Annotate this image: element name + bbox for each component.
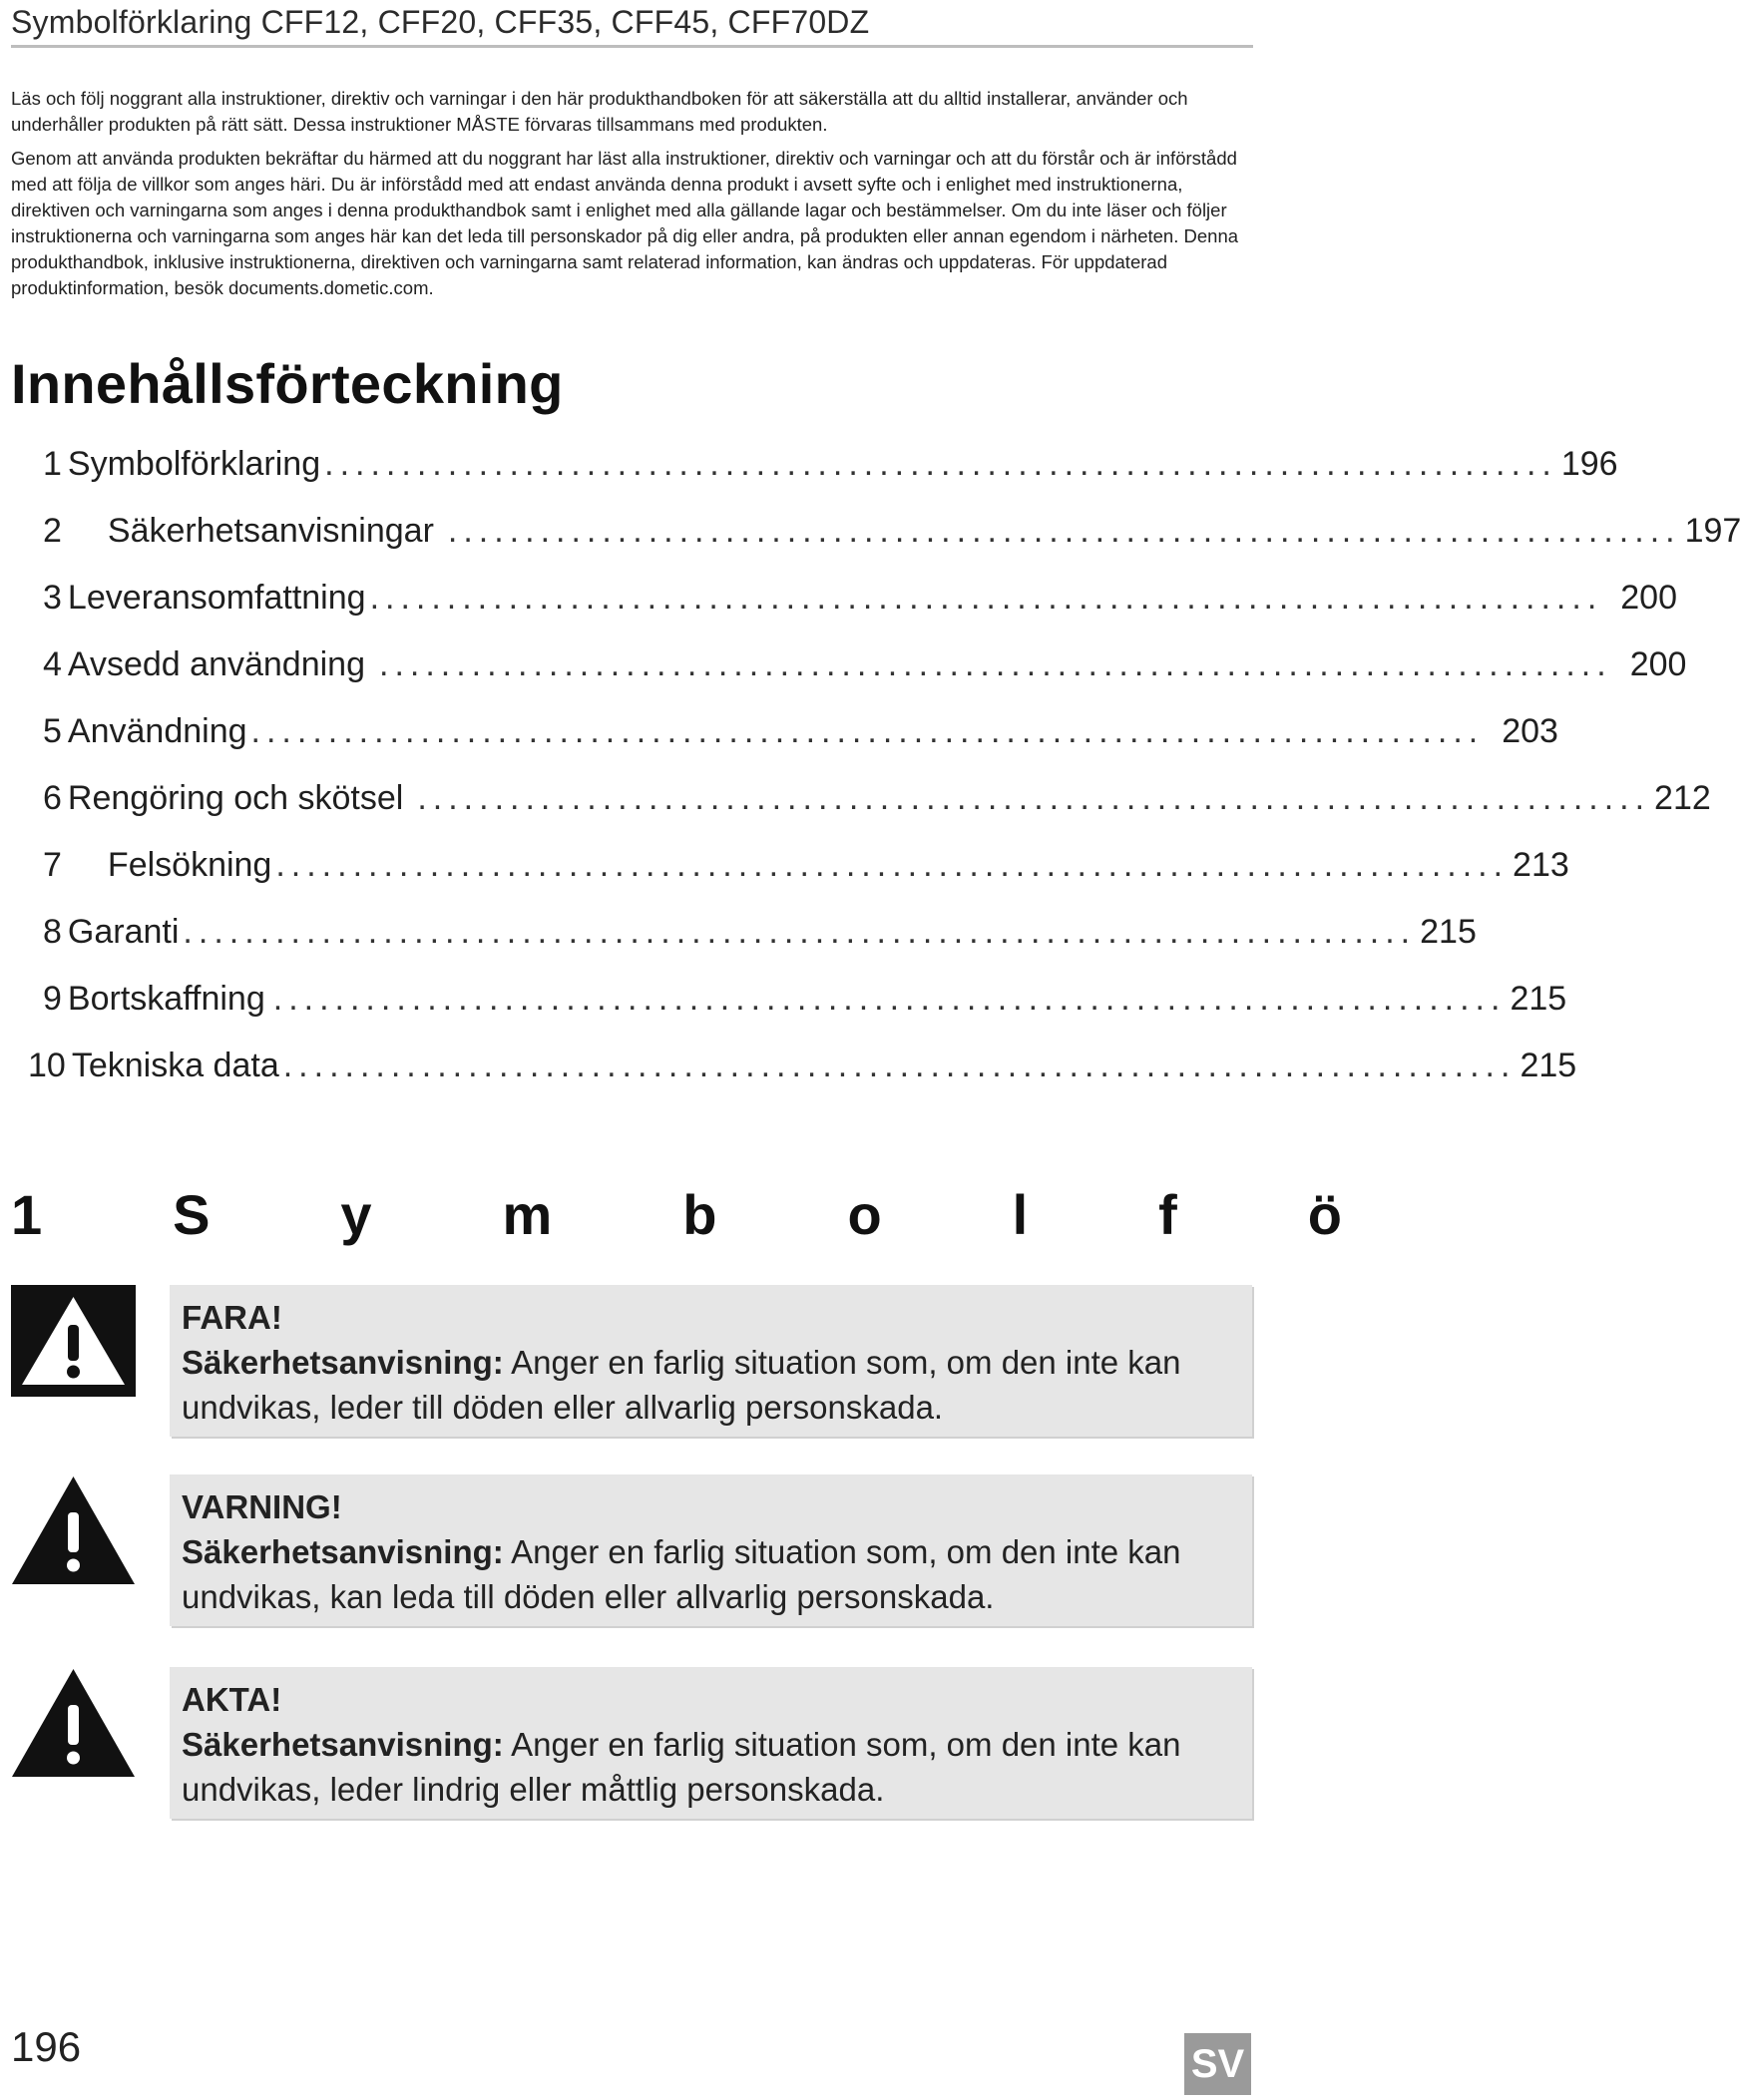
- toc-entry-number: 7: [43, 846, 62, 884]
- toc-entry[interactable]: [43, 846, 1569, 886]
- caution-notice-box: [170, 1667, 1252, 1819]
- toc-entry[interactable]: [43, 980, 1567, 1020]
- section-heading-letter: ö: [1307, 1183, 1342, 1246]
- toc-entry-number: 8: [43, 913, 62, 951]
- toc-entry-page: 197: [1684, 512, 1741, 550]
- toc-entry[interactable]: [28, 1047, 1577, 1086]
- toc-entry-page: 213: [1513, 846, 1569, 884]
- section-heading-letter: l: [1012, 1183, 1029, 1246]
- toc-entry-label: Rengöring och skötsel: [67, 779, 404, 817]
- intro-paragraph-1: Läs och följ noggrant alla instruktioner, direktiv och varningar i den här produkthandboken för att säkerställa att du alltid installerar, använder och underhåller produkten på rätt sätt. Dessa instruktioner MÅSTE förvaras tillsammans med produkten.: [11, 88, 1188, 135]
- toc-entry-label: Bortskaffning: [67, 980, 265, 1018]
- toc-entry-label: Tekniska data: [71, 1047, 279, 1084]
- toc-entry-label: Symbolförklaring: [67, 445, 321, 483]
- toc-entry[interactable]: [43, 779, 1711, 819]
- toc-entry-label: Garanti: [67, 913, 180, 951]
- warning-triangle-icon: [11, 1474, 136, 1586]
- page-number: 196: [11, 2023, 82, 2070]
- toc-entry-label: Felsökning: [107, 846, 272, 884]
- intro-paragraph-2: Genom att använda produkten bekräftar du härmed att du noggrant har läst alla instruktioner, direktiv och varningar och att du förstår och är införstådd med att följa de villkor som anges häri. Du är införstådd med att endast använda denna produkt i avsett syfte och i enlighet med instruktionerna, direktiven och varningarna som anges i denna produkthandbok samt i enlighet med alla gällande lagar och bestämmelser. Om du inte läser och följer instruktionerna och varningarna som anges här kan det leda till personskador på dig eller andra, på produkten eller annan egendom i närheten. Denna produkthandbok, inklusive instruktionerna, direktiven och varningarna samt relaterad information, kan ändras och uppdateras. För uppdaterad produktinformation, besök documents.dometic.com.: [11, 148, 1239, 298]
- toc-leader-dots: ................................................................................: [379, 645, 1612, 683]
- toc-entry-label: Användning: [67, 712, 247, 750]
- toc-entry-page: 212: [1654, 779, 1711, 817]
- notice-title: FARA!: [182, 1299, 282, 1336]
- notice-lead: Säkerhetsanvisning:: [182, 1533, 504, 1570]
- toc-leader-dots: ................................................................................: [369, 579, 1603, 617]
- notice-text: Anger en farlig situation som, om den inte kan undvikas, kan leda till döden eller allvarlig personskada.: [182, 1533, 1181, 1615]
- toc-entry-label: Säkerhetsanvisningar: [107, 512, 434, 550]
- danger-notice-box: [170, 1285, 1252, 1437]
- section-heading-letter: 1: [11, 1183, 43, 1246]
- toc-entry-number: 2: [43, 512, 62, 550]
- toc-entry-page: 215: [1520, 1047, 1577, 1084]
- toc-entry-number: 9: [43, 980, 62, 1018]
- page-header-title: Symbolförklaring CFF12, CFF20, CFF35, CFF45, CFF70DZ: [11, 4, 870, 40]
- toc-entry-number: 1: [43, 445, 62, 483]
- language-badge: SV: [1184, 2033, 1251, 2095]
- notice-lead: Säkerhetsanvisning:: [182, 1726, 504, 1763]
- toc-entry[interactable]: [43, 645, 1687, 685]
- danger-triangle-icon: [11, 1285, 136, 1397]
- notice-title: AKTA!: [182, 1681, 282, 1718]
- warning-notice-box: [170, 1474, 1252, 1626]
- toc-entry-label: Avsedd användning: [67, 645, 365, 683]
- header-divider: [11, 45, 1253, 48]
- toc-entry-number: 4: [43, 645, 62, 683]
- toc-leader-dots: ................................................................................: [417, 779, 1651, 817]
- toc-leader-dots: ................................................................................: [250, 712, 1485, 750]
- toc-entry-page: 215: [1420, 913, 1477, 951]
- notice-title: VARNING!: [182, 1488, 342, 1525]
- toc-entry[interactable]: [43, 512, 1741, 552]
- notice-text: Anger en farlig situation som, om den inte kan undvikas, leder lindrig eller måttlig personskada.: [182, 1726, 1181, 1808]
- toc-entry-page: 215: [1510, 980, 1567, 1018]
- toc-entry[interactable]: [43, 913, 1477, 953]
- toc-entry-number: 3: [43, 579, 62, 617]
- toc-entry[interactable]: [43, 712, 1558, 752]
- toc-entry-label: Leveransomfattning: [67, 579, 366, 617]
- toc-entry-page: 196: [1560, 445, 1618, 483]
- section-heading-letter: f: [1158, 1183, 1177, 1246]
- notice-lead: Säkerhetsanvisning:: [182, 1344, 504, 1381]
- toc-heading: Innehållsförteckning: [11, 352, 564, 415]
- toc-leader-dots: ................................................................................: [324, 445, 1557, 483]
- section-heading-letter: o: [847, 1183, 882, 1246]
- toc-entry-number: 10: [28, 1047, 66, 1084]
- section-heading-symbol-explanation: [11, 1182, 1342, 1252]
- toc-entry-page: 200: [1629, 645, 1687, 683]
- toc-leader-dots: ................................................................................: [282, 1047, 1517, 1084]
- toc-entry-number: 5: [43, 712, 62, 750]
- toc-leader-dots: ................................................................................: [183, 913, 1417, 951]
- toc-leader-dots: ................................................................................: [275, 846, 1510, 884]
- toc-leader-dots: ................................................................................: [272, 980, 1507, 1018]
- toc-leader-dots: ................................................................................: [447, 512, 1681, 550]
- section-heading-letter: S: [173, 1183, 211, 1246]
- caution-triangle-icon: [11, 1667, 136, 1779]
- toc-entry[interactable]: [43, 579, 1677, 619]
- toc-entry[interactable]: [43, 445, 1618, 485]
- notice-text: Anger en farlig situation som, om den inte kan undvikas, leder till döden eller allvarlig personskada.: [182, 1344, 1181, 1426]
- toc-entry-page: 203: [1502, 712, 1558, 750]
- section-heading-letter: b: [682, 1183, 717, 1246]
- toc-entry-page: 200: [1620, 579, 1677, 617]
- section-heading-letter: m: [502, 1183, 553, 1246]
- toc-entry-number: 6: [43, 779, 62, 817]
- section-heading-letter: y: [340, 1183, 372, 1246]
